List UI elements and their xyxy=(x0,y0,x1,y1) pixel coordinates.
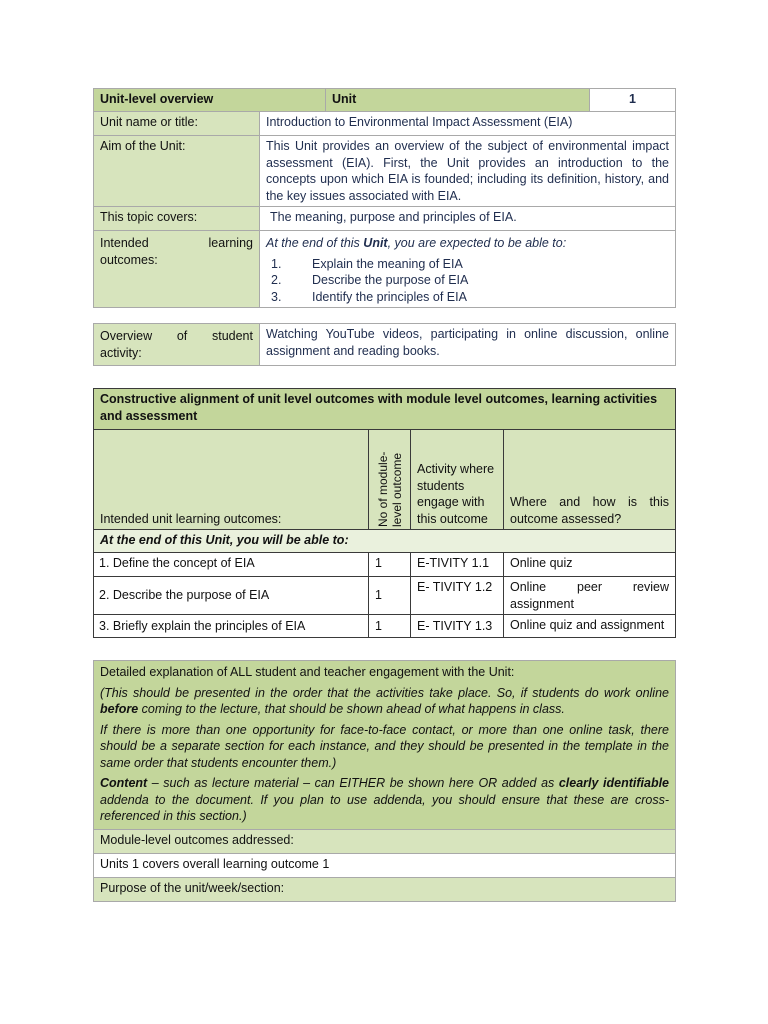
engagement-table xyxy=(93,660,675,902)
module-outcomes-label: Module-level outcomes addressed: xyxy=(94,829,676,853)
unit-overview-header: Unit-level overview xyxy=(94,89,326,112)
ilo-label-word-3: outcomes: xyxy=(100,252,158,267)
student-activity-label: Overview of student activity: xyxy=(94,324,260,366)
col-header-outcomes: Intended unit learning outcomes: xyxy=(94,430,369,530)
alignment-subheader: At the end of this Unit, you will be able to: xyxy=(94,530,676,553)
alignment-table xyxy=(93,388,675,638)
table-row: 2. Describe the purpose of EIA 1 E- TIVITY 1.2 Online peer review assignment xyxy=(94,577,676,615)
unit-name-value: Introduction to Environmental Impact Assessment (EIA) xyxy=(260,112,676,136)
engagement-paragraph-2: If there is more than one opportunity for face-to-face contact, or more than one online task, there should be a separate section for each instance, and they should be presented in the template in the same order that students encounter them.) xyxy=(100,722,669,770)
ilo-list xyxy=(266,256,669,306)
list-item: 2. Describe the purpose of EIA xyxy=(271,273,469,287)
col-header-activity: Activity where students engage with this outcome xyxy=(411,430,504,530)
unit-aim-label: Aim of the Unit: xyxy=(94,136,260,207)
engagement-explanation xyxy=(94,661,676,830)
student-activity-value: Watching YouTube videos, participating in online discussion, online assignment and reading books. xyxy=(260,324,676,366)
assessed-peer-review: Online peer review assignment xyxy=(504,577,676,615)
ilo-content xyxy=(260,231,676,308)
table-row: 3. Briefly explain the principles of EIA 1 E- TIVITY 1.3 Online quiz and assignment xyxy=(94,615,676,638)
unit-label: Unit xyxy=(326,89,590,112)
student-activity-table xyxy=(93,323,675,366)
alignment-title: Constructive alignment of unit level outcomes with module level outcomes, learning activities and assessment xyxy=(94,389,676,430)
unit-aim-value: This Unit provides an overview of the subject of environmental impact assessment (EIA). First, the Unit provides an introduction to the concepts upon which EIA is founded; including its definition, history, and the key issues associated with EIA. xyxy=(260,136,676,207)
engagement-paragraph-1: (This should be presented in the order that the activities take place. So, if students do work online before coming to the lecture, that should be shown ahead of what happens in class. xyxy=(100,685,669,716)
topic-covers-label: This topic covers: xyxy=(94,207,260,231)
unit-number: 1 xyxy=(590,89,676,112)
ilo-label-word-1: Intended xyxy=(100,236,149,250)
purpose-label: Purpose of the unit/week/section: xyxy=(94,877,676,901)
module-outcomes-value: Units 1 covers overall learning outcome 1 xyxy=(94,853,676,877)
unit-overview-table xyxy=(93,88,675,308)
table-row: 1. Define the concept of EIA 1 E-TIVITY 1.1 Online quiz xyxy=(94,553,676,577)
list-item: 3. Identify the principles of EIA xyxy=(271,289,467,304)
engagement-heading: Detailed explanation of ALL student and teacher engagement with the Unit: xyxy=(100,665,515,679)
ilo-intro: At the end of this Unit, you are expected to be able to: xyxy=(266,236,567,250)
col-header-assessed: Where and how is this outcome assessed? xyxy=(504,430,676,530)
list-item: 1. Explain the meaning of EIA xyxy=(271,256,463,271)
topic-covers-value: The meaning, purpose and principles of EIA. xyxy=(260,207,676,231)
col-header-module-no: No of module-level outcome xyxy=(369,430,411,530)
ilo-label-word-2: learning xyxy=(208,236,253,250)
ilo-label xyxy=(94,231,260,308)
engagement-paragraph-3: Content – such as lecture material – can EITHER be shown here OR added as clearly identifiable addenda to the document. If you plan to use addenda, you should ensure that these are cross-referenced in this section.) xyxy=(100,776,669,823)
unit-name-label: Unit name or title: xyxy=(94,112,260,136)
